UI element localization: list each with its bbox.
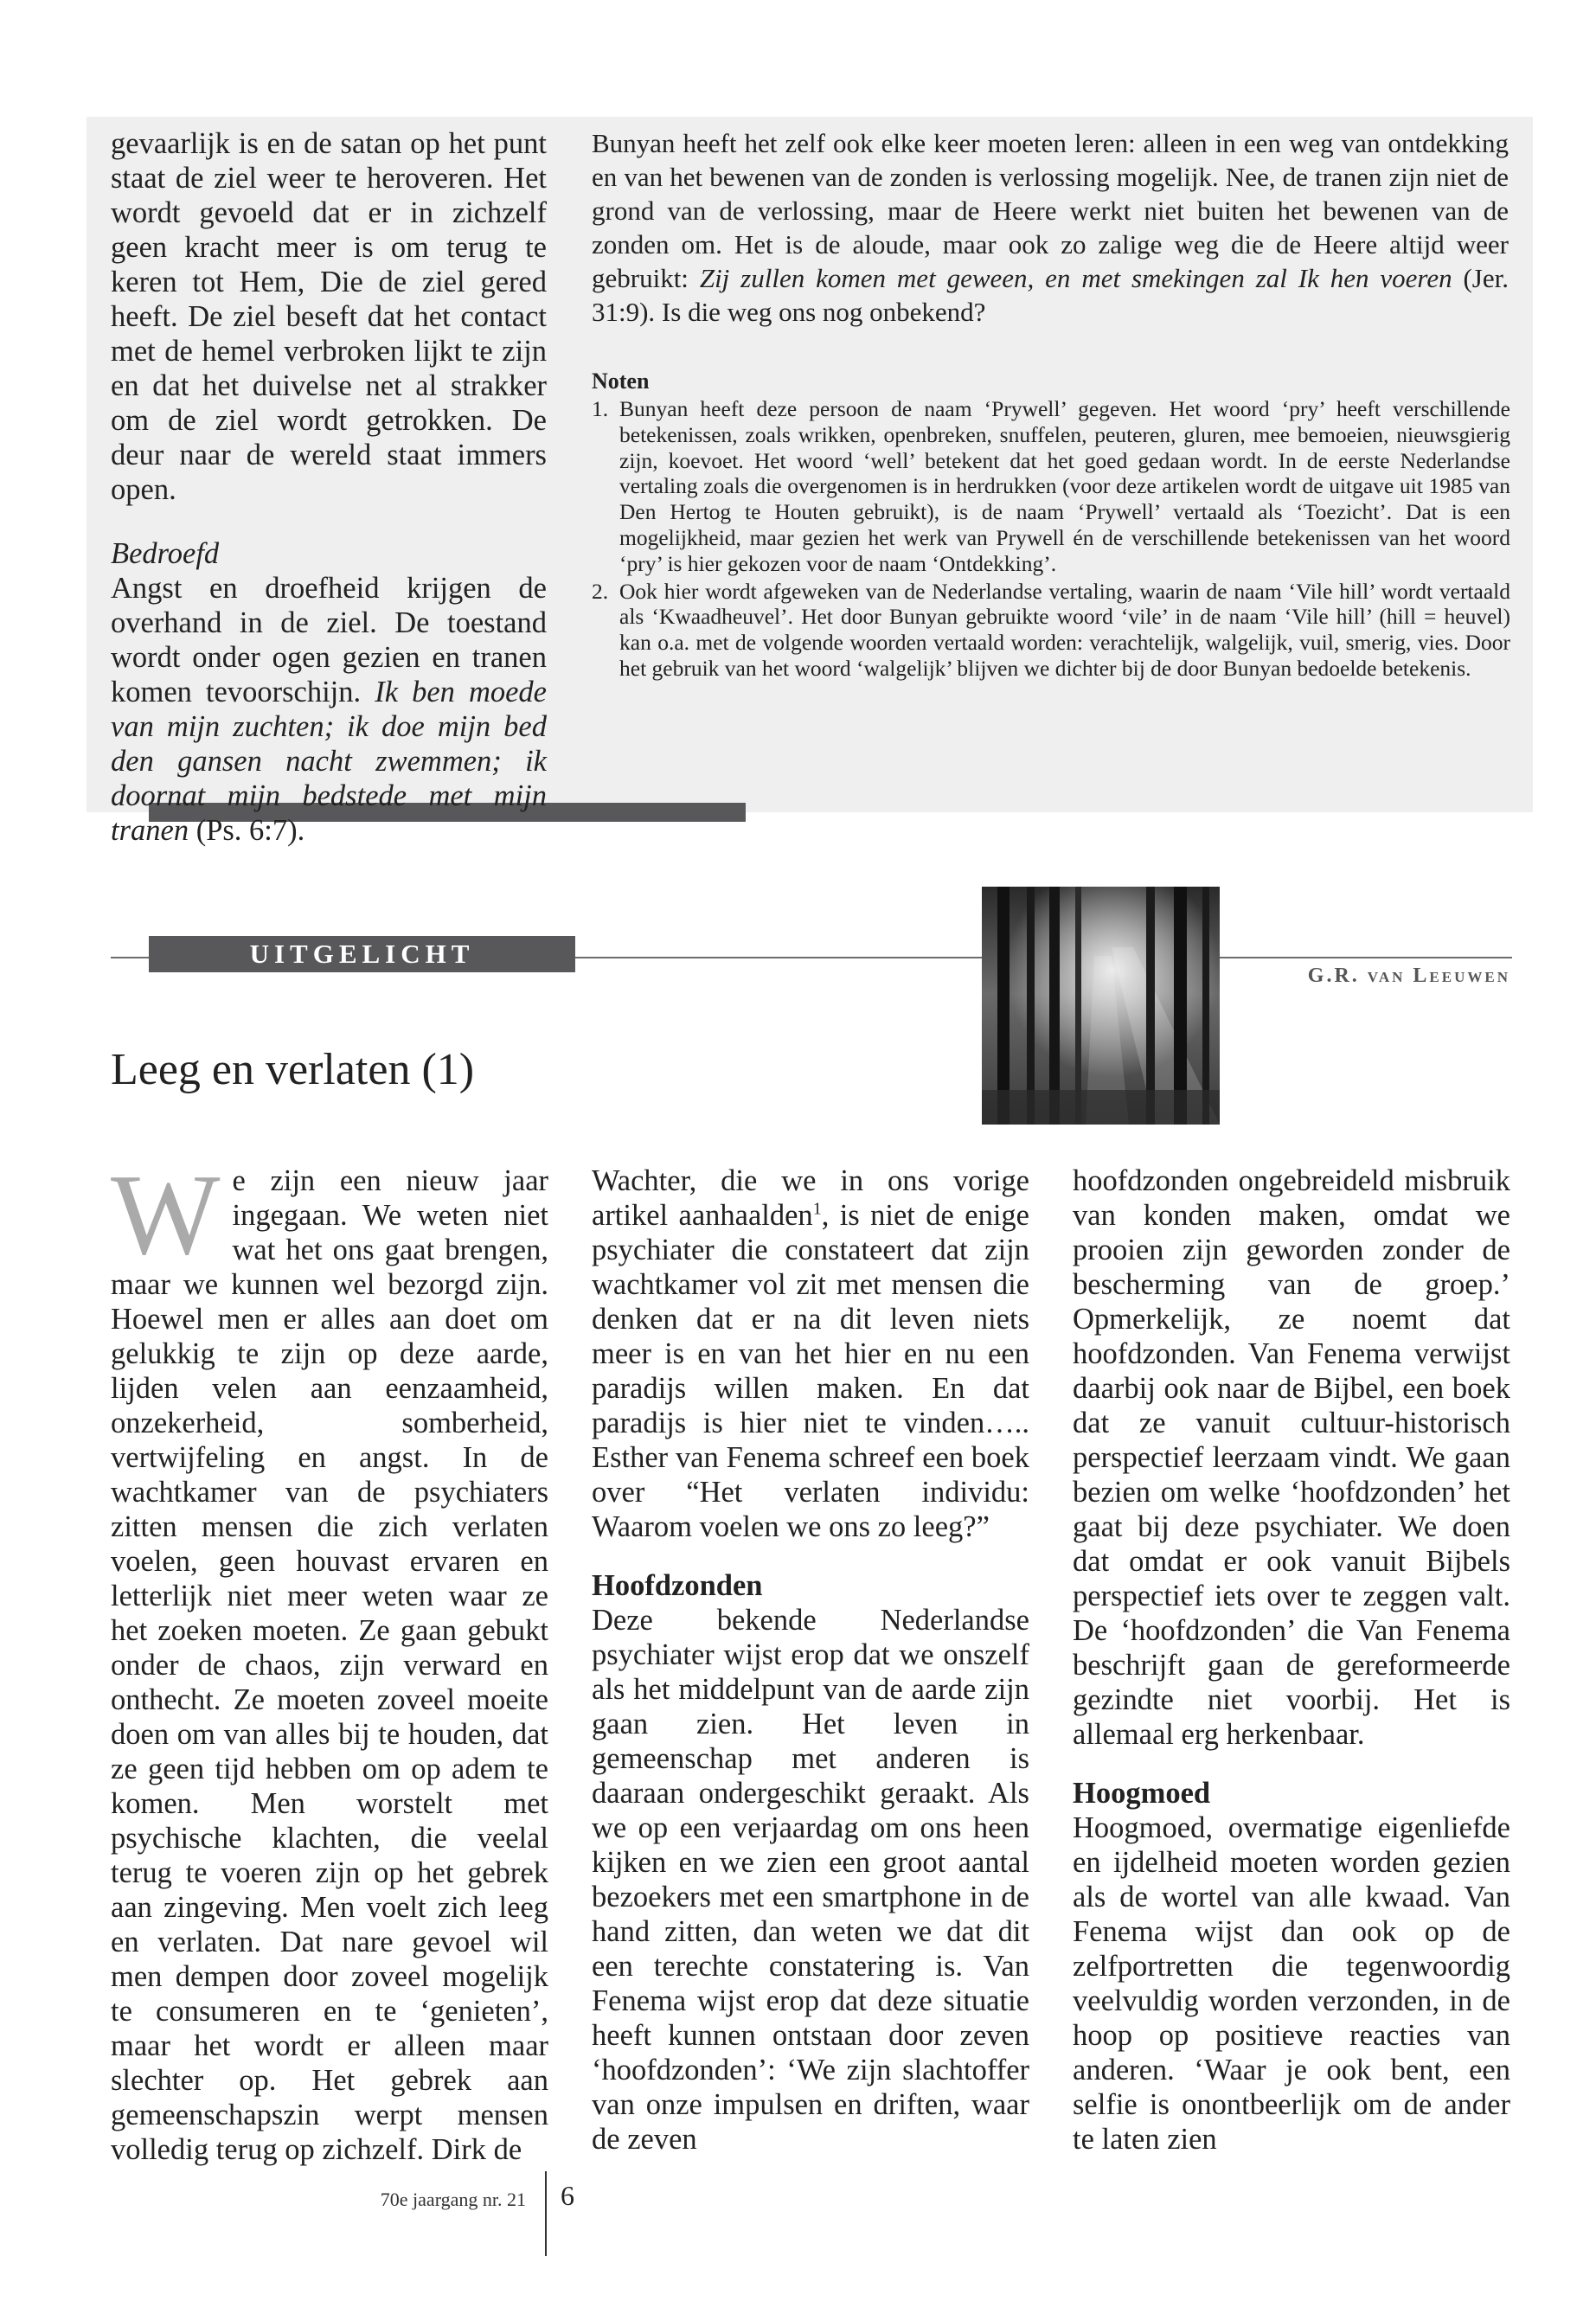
article-column-2 (592, 1163, 1029, 2157)
author-byline: G.R. van Leeuwen (1307, 965, 1510, 987)
paragraph: Hoogmoed, overmatige eigenliefde en ijdelheid moeten worden gezien als de wortel van alle kwaad. Van Fenema wijst dan ook op de zelfportretten die tegenwoordig veelvuldig worden verzonden, in de hoop op positieve reacties van anderen. ‘Waar je ook bent, een selfie is onontbeerlijk om de ander te laten zien (1073, 1811, 1510, 2156)
subheading-hoofdzonden: Hoofdzonden (592, 1569, 763, 1602)
notes-list (592, 396, 1510, 683)
drop-cap: W (111, 1150, 221, 1279)
paragraph: gevaarlijk is en de satan op het punt staat de ziel weer te heroveren. Het wordt gevoeld dat er in zichzelf geen kracht meer is om terug te keren tot Hem, Die de ziel gered heeft. De ziel beseft dat het contact met de hemel verbroken lijkt te zijn en dat het duivelse net al strakker om de ziel wordt getrokken. De deur naar de wereld staat immers open. (111, 127, 547, 506)
paragraph: Deze bekende Nederlandse psychiater wijst erop dat we onszelf als het middelpunt van de aarde zijn gaan zien. Het leven in gemeenschap met anderen is daaraan ondergeschikt geraakt. Als we op een verjaardag om ons heen kijken en we zien een groot aantal bezoekers met een smartphone in de hand zitten, dan weten we dat dit een terechte constatering is. Van Fenema wijst erop dat deze situatie heeft kunnen ontstaan door zeven ‘hoofdzonden’: ‘We zijn slachtoffer van onze impulsen en driften, waar de zeven (592, 1604, 1029, 2156)
continued-column-right (592, 126, 1509, 329)
article-column-3 (1073, 1163, 1510, 2157)
paragraph: Wachter, die we in ons vorige artikel aanhaalden$^1$, is niet de enige psychiater die constateert dat zijn wachtkamer vol zit met mensen die denken dat er na dit leven niets meer is en van het hier en nu een paradijs willen maken. En dat paradijs is hier niet te vinden….. Esther van Fenema schreef een boek over “Het verlaten individu: Waarom voelen we ons zo leeg?” (592, 1164, 1029, 1543)
continued-column-left (111, 126, 547, 848)
paragraph: We zijn een nieuw jaar ingegaan. We weten niet wat het ons gaat brengen, maar we kunnen wel bezorgd zijn. Hoewel men er alles aan doet om gelukkig te zijn op deze aarde, lijden velen aan eenzaamheid, onzekerheid, somberheid, vertwijfeling en angst. In de wachtkamer van de psychiaters zitten mensen die zich verlaten voelen, geen houvast ervaren en letterlijk niet meer weten waar ze het zoeken moeten. Ze gaan gebukt onder de chaos, zijn verward en onthecht. Ze moeten zoveel moeite doen om van alles bij te houden, dat ze geen tijd hebben om op adem te komen. Men worstelt met psychische klachten, die veelal terug te voeren zijn op het gebrek aan zingeving. Men voelt zich leeg en verlaten. Dat nare gevoel wil men dempen door zoveel mogelijk te consumeren en te ‘genieten’, maar het wordt er alleen maar slechter op. Het gebrek aan gemeenschapszin werpt mensen volledig terug op zichzelf. Dirk de (111, 1150, 548, 2166)
forest-photo (982, 887, 1220, 1125)
article-title: Leeg en verlaten (1) (111, 1045, 475, 1094)
article-column-1 (111, 1150, 548, 2167)
notes-heading: Noten (592, 369, 650, 394)
subheading-hoogmoed: Hoogmoed (1073, 1777, 1211, 1810)
page-number: 6 (561, 2180, 574, 2211)
paragraph: hoofdzonden ongebreideld misbruik van konden maken, omdat we prooien zijn geworden zonder de bescherming van de groep.’ Opmerkelijk, ze noemt dat hoofdzonden. Van Fenema verwijst daarbij ook naar de Bijbel, een boek dat ze vanuit cultuur-historisch perspectief leerzaam vindt. We gaan bezien om welke ‘hoofdzonden’ het gaat bij deze psychiater. We doen dat omdat er ook vanuit Bijbels perspectief iets over te zeggen valt. De ‘hoofdzonden’ die Van Fenema beschrijft gaan de gereformeerde gezindte niet voorbij. Het is allemaal erg herkenbaar. (1073, 1164, 1510, 1751)
subheading-bedroefd: Bedroefd (111, 537, 220, 570)
footer-divider (545, 2171, 547, 2256)
scripture-quote: Zij zullen komen met geween, en met smekingen zal Ik hen voeren (699, 263, 1452, 293)
paragraph: Angst en droefheid krijgen de overhand in de ziel. De toestand wordt onder ogen gezien en tranen komen tevoorschijn. Ik ben moede van mijn zuchten; ik doe mijn bed den gansen nacht zwemmen; ik doornat mijn bedstede met mijn tranen (Ps. 6:7). (111, 572, 547, 847)
scripture-quote: Ik ben moede van mijn zuchten; ik doe mijn bed den gansen nacht zwemmen; ik doornat mijn bedstede met mijn tranen (111, 676, 547, 847)
footnote-ref: 1 (812, 1199, 822, 1219)
paragraph: Bunyan heeft het zelf ook elke keer moeten leren: alleen in een weg van ontdekking en van het bewenen van de zonden is verlossing mogelijk. Nee, de tranen zijn niet de grond van de verlossing, maar de Heere werkt niet buiten het bewenen van de zonden om. Het is de aloude, maar ook zo zalige weg die de Heere altijd weer gebruikt: Zij zullen komen met geween, en met smekingen zal Ik hen voeren (Jer. 31:9). Is die weg ons nog onbekend? (592, 128, 1509, 327)
note-item: 2. Ook hier wordt afgeweken van de Nederlandse vertaling, waarin de naam ‘Vile hill’ wordt vertaald als ‘Kwaadheuvel’. Het door Bunyan gebruikte woord ‘vile’ in de naam ‘Vile hill’ (hill = heuvel) kan o.a. met de volgende woorden vertaald worden: verachtelijk, walgelijk, vuil, smerig, vies. Door het gebruik van het woord ‘walgelijk’ blijven we dichter bij de door Bunyan bedoelde betekenis. (592, 578, 1510, 681)
note-item: 1. Bunyan heeft deze persoon de naam ‘Prywell’ gegeven. Het woord ‘pry’ heeft verschillende betekenissen, zoals wrikken, openbreken, snuffelen, peuteren, gluren, mee bemoeien, nieuwsgierig zijn, koevoet. Het woord ‘well’ betekent dat het goed gedaan wordt. In de eerste Nederlandse vertaling zoals die overgenomen is in herdrukken (voor deze artikelen wordt de uitgave uit 1985 van Den Hertog te Houten gebruikt), is de naam ‘Prywell’ vertaald als ‘Toezicht’. Dat is een mogelijkheid, maar gezien het werk van Prywell én de verschillende betekenissen van het woord ‘pry’ is hier gekozen voor de naam ‘Ontdekking’. (592, 396, 1510, 576)
issue-info: 70e jaargang nr. 21 (380, 2189, 526, 2210)
section-label: UITGELICHT (149, 936, 575, 972)
